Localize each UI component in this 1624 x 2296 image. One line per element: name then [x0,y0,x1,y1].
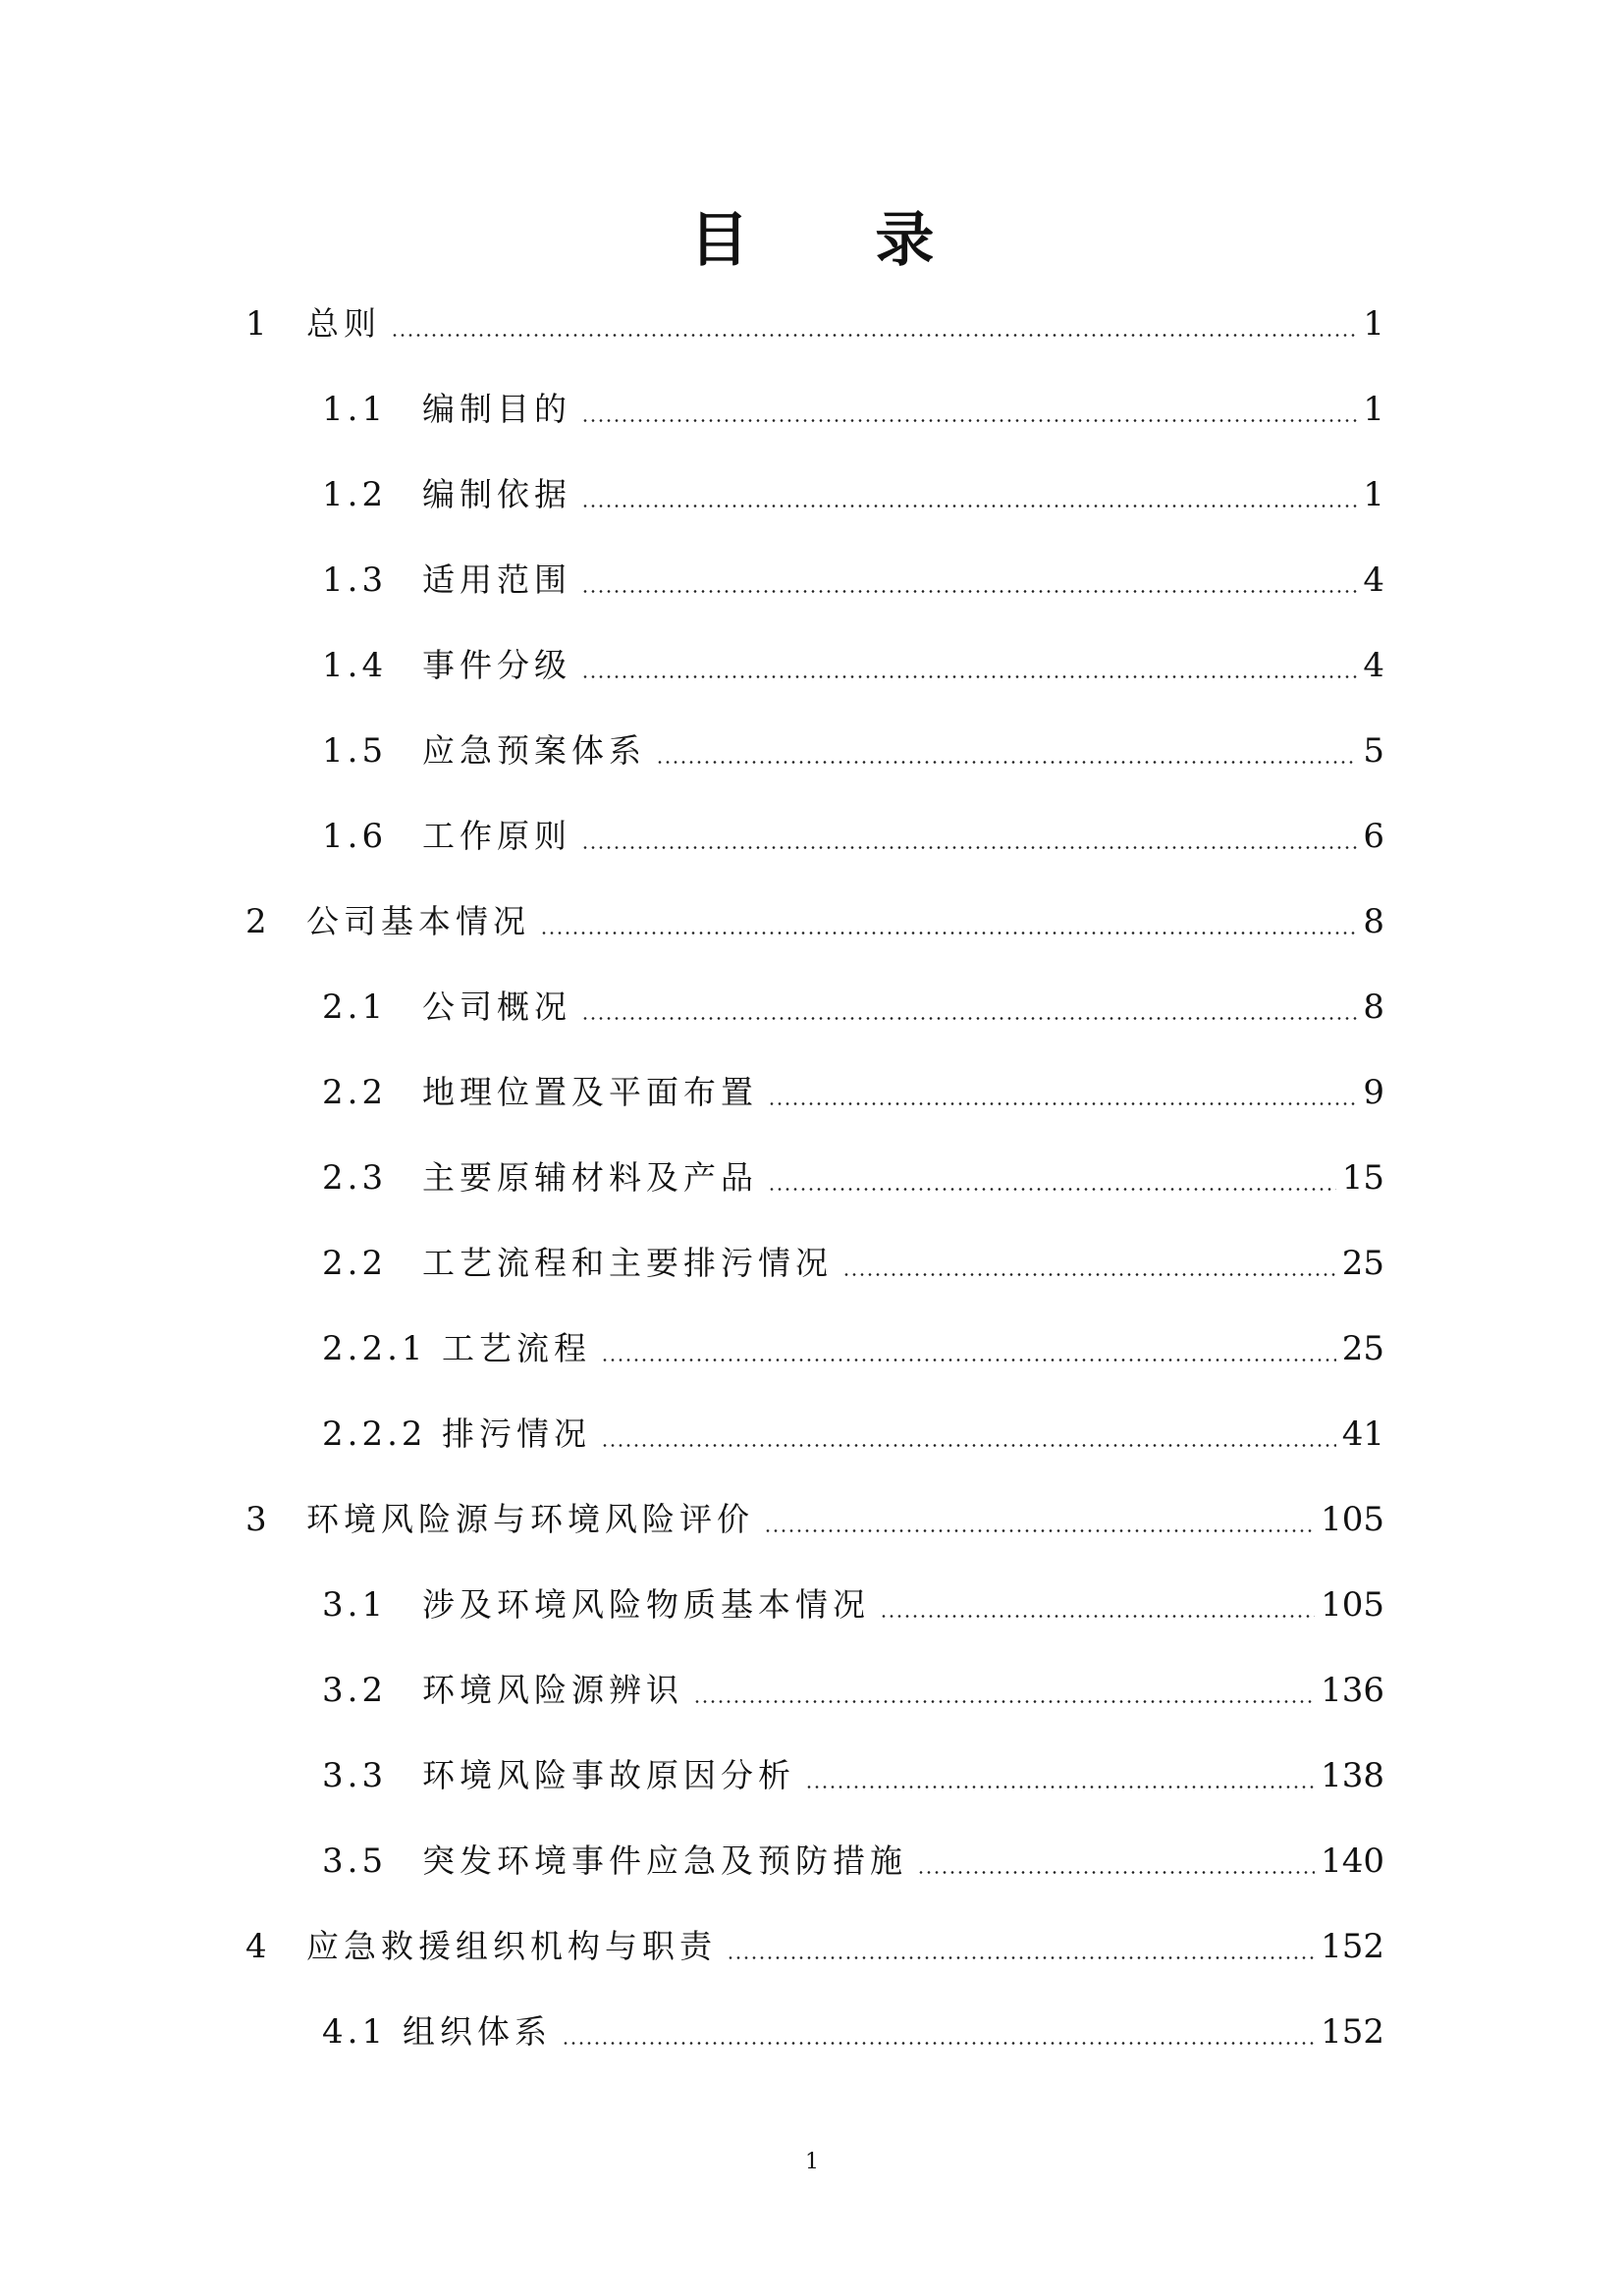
toc-entry-3-3[interactable] [322,1746,1384,1805]
toc-entry-number: 3.5 [322,1842,388,1881]
toc-entry-title: 总则 [306,304,381,343]
toc-entry-2-3[interactable] [322,1148,1384,1207]
toc-entry-page: 138 [1321,1756,1384,1795]
toc-entry-page: 1 [1363,390,1384,429]
toc-entry-number: 3.1 [322,1585,388,1625]
toc-entry-page: 1 [1363,304,1384,344]
toc-entry-1-4[interactable] [322,636,1384,695]
page-title: 目 录 [689,206,988,275]
toc-entry-title: 环境风险源与环境风险评价 [306,1500,754,1538]
toc-entry-title: 公司基本情况 [306,902,530,940]
toc-entry-2[interactable] [245,892,1384,951]
dot-leader [656,761,1357,764]
dot-leader [842,1273,1336,1276]
toc-entry-title: 应急救援组织机构与职责 [306,1927,717,1965]
toc-entry-number: 1.5 [322,731,388,771]
toc-entry-title: 适用范围 [422,561,571,599]
toc-entry-title: 编制依据 [422,475,571,513]
toc-entry-number: 1.1 [322,390,388,429]
toc-entry-number: 3.3 [322,1756,388,1795]
toc-entry-page: 5 [1363,731,1384,771]
toc-entry-2-2-1[interactable] [322,1319,1384,1378]
dot-leader [581,419,1357,422]
dot-leader [917,1871,1315,1874]
toc-entry-1-1[interactable] [322,380,1384,439]
dot-leader [880,1615,1315,1618]
toc-entry-title: 排污情况 [442,1415,591,1453]
toc-entry-page: 1 [1363,475,1384,514]
toc-entry-number: 1.3 [322,561,388,600]
dot-leader [768,1188,1336,1191]
dot-leader [581,590,1357,593]
toc-entry-page: 105 [1321,1500,1384,1539]
toc-entry-1-3[interactable] [322,551,1384,610]
toc-entry-number: 1 [245,304,271,344]
toc-entry-page: 15 [1341,1158,1384,1198]
toc-entry-number: 1.2 [322,475,388,514]
toc-entry-2-1[interactable] [322,978,1384,1037]
toc-entry-4[interactable] [245,1917,1384,1976]
toc-entry-title: 环境风险事故原因分析 [422,1756,795,1794]
toc-entry-number: 4 [245,1927,271,1966]
toc-entry-number: 4.1 [322,2012,388,2052]
toc-entry-number: 1.4 [322,646,388,685]
toc-entry-title: 环境风险源辨识 [422,1671,683,1709]
toc-entry-1[interactable] [245,294,1384,353]
toc-entry-title: 突发环境事件应急及预防措施 [422,1842,907,1880]
dot-leader [693,1700,1315,1703]
toc-entry-1-6[interactable] [322,807,1384,866]
toc-entry-number: 2.2.1 [322,1329,427,1368]
toc-entry-2-2-2[interactable] [322,1405,1384,1464]
dot-leader [581,1017,1357,1020]
dot-leader [581,675,1357,678]
toc-entry-title: 工艺流程和主要排污情况 [422,1244,833,1282]
toc-entry-1-5[interactable] [322,721,1384,780]
toc-entry-title: 主要原辅材料及产品 [422,1158,758,1197]
toc-entry-page: 152 [1321,2012,1384,2052]
toc-entry-page: 25 [1341,1329,1384,1368]
dot-leader [727,1956,1315,1959]
toc-entry-3-2[interactable] [322,1661,1384,1720]
toc-entry-title: 公司概况 [422,988,571,1026]
toc-entry-title: 工艺流程 [442,1329,591,1367]
toc-entry-number: 1.6 [322,817,388,856]
toc-entry-1-2[interactable] [322,465,1384,524]
toc-entry-page: 140 [1321,1842,1384,1881]
toc-entry-number: 2.2 [322,1244,388,1283]
toc-entry-page: 152 [1321,1927,1384,1966]
dot-leader [540,932,1357,934]
toc-entry-3-1[interactable] [322,1575,1384,1634]
toc-entry-title: 编制目的 [422,390,571,428]
toc-entry-title: 地理位置及平面布置 [422,1073,758,1111]
toc-entry-3[interactable] [245,1490,1384,1549]
dot-leader [768,1102,1357,1105]
toc-entry-page: 8 [1363,988,1384,1027]
toc-entry-page: 8 [1363,902,1384,941]
dot-leader [581,846,1357,849]
toc-entry-4-1[interactable] [322,2002,1384,2061]
toc-entry-number: 3.2 [322,1671,388,1710]
dot-leader [764,1529,1315,1532]
toc-entry-page: 136 [1321,1671,1384,1710]
dot-leader [601,1444,1336,1447]
toc-entry-2-2-process[interactable] [322,1234,1384,1293]
toc-entry-number: 2.2.2 [322,1415,427,1454]
toc-entry-page: 41 [1341,1415,1384,1454]
toc-entry-title: 事件分级 [422,646,571,684]
toc-entry-number: 2.2 [322,1073,388,1112]
dot-leader [601,1359,1336,1362]
toc-entry-page: 105 [1321,1585,1384,1625]
toc-entry-page: 4 [1363,646,1384,685]
page-number: 1 [805,2150,819,2174]
toc-entry-page: 6 [1363,817,1384,856]
toc-entry-number: 3 [245,1500,271,1539]
dot-leader [562,2042,1315,2045]
toc-entry-title: 涉及环境风险物质基本情况 [422,1585,870,1624]
toc-entry-title: 应急预案体系 [422,731,646,770]
toc-entry-number: 2.3 [322,1158,388,1198]
toc-entry-title: 组织体系 [403,2012,552,2051]
dot-leader [581,505,1357,507]
toc-entry-page: 9 [1363,1073,1384,1112]
toc-entry-title: 工作原则 [422,817,571,855]
dot-leader [391,334,1357,337]
toc-entry-number: 2.1 [322,988,388,1027]
toc-entry-3-5[interactable] [322,1832,1384,1891]
toc-entry-page: 25 [1341,1244,1384,1283]
dot-leader [805,1786,1315,1789]
toc-entry-number: 2 [245,902,271,941]
toc-entry-2-2[interactable] [322,1063,1384,1122]
toc-entry-page: 4 [1363,561,1384,600]
